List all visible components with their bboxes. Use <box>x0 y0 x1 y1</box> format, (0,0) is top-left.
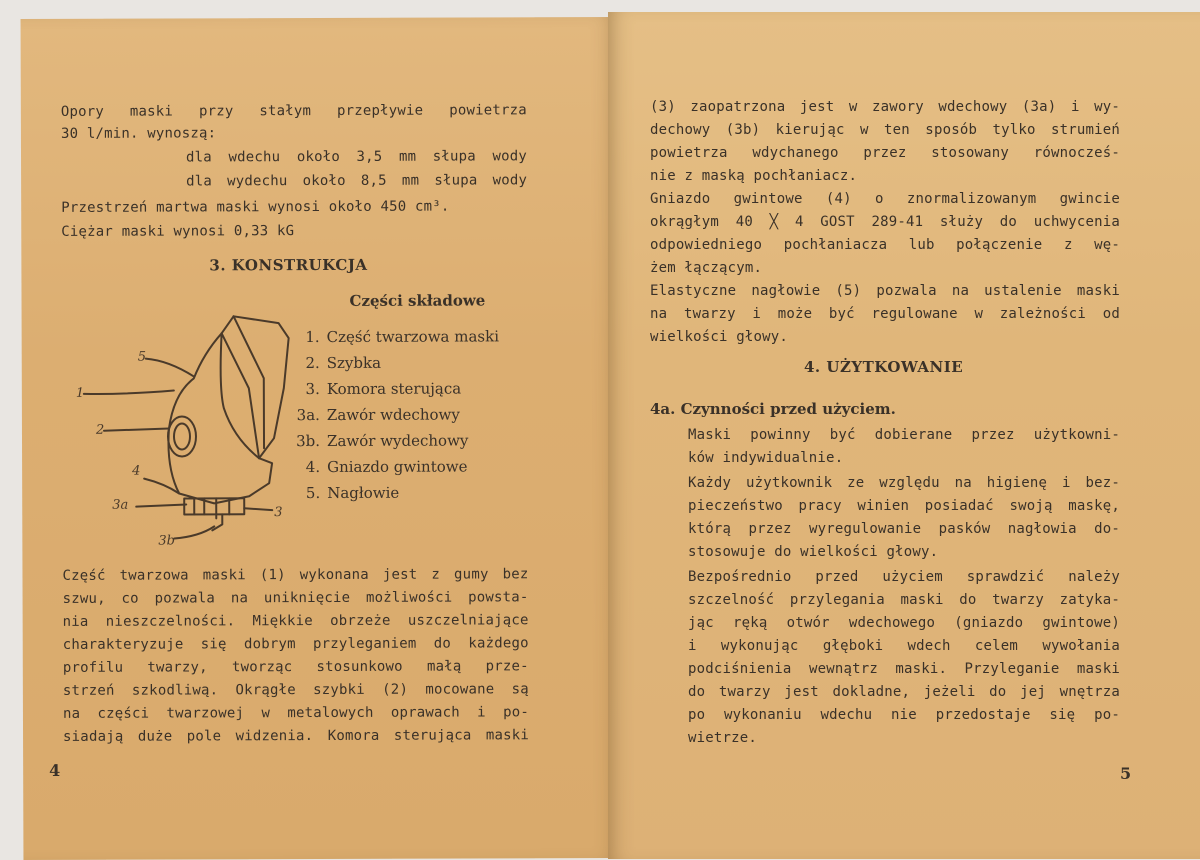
body-line: Każdy użytkownik ze względu na higienę i bez- <box>688 475 1120 491</box>
body-line: okrągłym 40 ╳ 4 GOST 289-41 służy do uchwycenia <box>650 214 1120 230</box>
intro-line: 30 l/min. wynoszą: <box>60 125 217 142</box>
section-title: 3. KONSTRUKCJA <box>209 255 368 275</box>
body-line: dechowy (3b) kierując w ten sposób tylko strumień <box>650 122 1120 138</box>
body-line: Gniazdo gwintowe (4) o znormalizowanym gwincie <box>650 191 1120 207</box>
body-line: siadają duże pole widzenia. Komora sterująca maski <box>63 727 530 745</box>
headstrap-strap <box>234 316 264 448</box>
body-line: na części twarzowej w metalowych oprawach i po- <box>62 704 529 722</box>
figure-label: 4 <box>132 463 141 479</box>
parts-list-item: 3b. Zawór wydechowy <box>296 431 469 451</box>
body-line: strzeń szkodliwą. Okrągłe szybki (2) mocowane są <box>62 681 529 699</box>
parts-list-item: 3. Komora sterująca <box>305 379 462 399</box>
leader-line <box>174 526 214 538</box>
leader-line <box>104 429 169 431</box>
body-line: (3) zaopatrzona jest w zawory wdechowy (3a) i wy- <box>650 99 1120 115</box>
body-line: podciśnienia wewnątrz maski. Przyleganie maski <box>688 661 1120 677</box>
page-number: 4 <box>49 760 61 780</box>
left-page <box>21 17 622 860</box>
figure-label: 3 <box>274 505 283 521</box>
body-line: wielkości głowy. <box>650 329 789 345</box>
figure-label: 3a <box>112 497 129 513</box>
intro-line: dla wydechu około 8,5 mm słupa wody <box>186 172 528 190</box>
body-line: do twarzy jest dokladne, jeżeli do jej wnętrza <box>688 684 1120 700</box>
leader-line <box>136 504 186 506</box>
body-line: po wykonaniu wdechu nie przedostaje się po- <box>688 707 1120 723</box>
facepiece-outline <box>168 333 272 503</box>
page-number: 5 <box>1120 764 1132 783</box>
body-line: Elastyczne nagłowie (5) pozwala na ustalenie maski <box>650 283 1120 299</box>
body-line: pieczeństwo pracy winien posiadać swoją maskę, <box>688 498 1120 514</box>
body-line: Część twarzowa maski (1) wykonana jest z gumy bez <box>62 566 529 584</box>
right-page <box>608 12 1200 859</box>
subsection-title: 4a. Czynności przed użyciem. <box>650 400 896 418</box>
figure-label: 2 <box>95 422 105 438</box>
body-line: Bezpośrednio przed użyciem sprawdzić należy <box>688 569 1120 585</box>
section-title: 4. UŻYTKOWANIE <box>804 358 964 376</box>
body-line: jąc ręką otwór wdechowego (gniazdo gwintowe) <box>688 615 1120 631</box>
parts-list-item: 2. Szybka <box>305 353 382 373</box>
intro-line: dla wdechu około 3,5 mm słupa wody <box>185 148 528 166</box>
parts-list-item: 4. Gniazdo gwintowe <box>305 457 468 477</box>
intro-line: Ciężar maski wynosi 0,33 kG <box>61 223 295 240</box>
leader-line <box>146 358 194 376</box>
body-line: powietrza wdychanego przez stosowany równocześ- <box>650 145 1120 161</box>
body-line: na twarzy i może być regulowane w zależności od <box>650 306 1120 322</box>
leader-line <box>84 391 174 395</box>
body-line: ków indywidualnie. <box>688 450 844 466</box>
body-line: nia nieszczelności. Miękkie obrzeże uszczelniające <box>62 612 529 630</box>
body-line: którą przez wyregulowanie pasków nagłowia do- <box>688 521 1120 537</box>
body-line: profilu twarzy, tworząc stosunkowo małą prze- <box>62 658 529 676</box>
body-line: żem łączącym. <box>650 260 763 276</box>
exhale-valve <box>212 514 222 530</box>
parts-list-item: 3a. Zawór wdechowy <box>296 405 460 425</box>
body-line: szczelność przylegania maski do twarzy zatyka- <box>688 592 1120 608</box>
figure-label: 1 <box>75 385 85 401</box>
eyepiece-inner <box>174 423 190 449</box>
intro-line: Opory maski przy stałym przepływie powietrza <box>60 102 527 120</box>
body-line: i wykonując głęboki wdech celem wywołania <box>688 638 1120 654</box>
body-line: nie z maską pochłaniacz. <box>650 168 858 184</box>
parts-list-item: 5. Nagłowie <box>305 483 400 503</box>
figure-label: 5 <box>137 349 147 365</box>
body-line: Maski powinny być dobierane przez użytkowni- <box>688 427 1120 443</box>
gas-mask-diagram <box>74 298 295 549</box>
parts-list-item: 1. Część twarzowa maski <box>305 327 500 347</box>
eyepiece <box>168 416 196 456</box>
body-line: odpowiedniego pochłaniacza lub połączenie z wę- <box>650 237 1120 253</box>
intro-line: Przestrzeń martwa maski wynosi około 450 cm³. <box>61 198 450 216</box>
body-line: stosowuje do wielkości głowy. <box>688 544 939 560</box>
figure-label: 3b <box>158 533 175 549</box>
body-line: charakteryzuje się dobrym przyleganiem do każdego <box>62 635 529 653</box>
body-line: wietrze. <box>688 730 758 746</box>
leader-line <box>244 508 272 510</box>
parts-title: Części składowe <box>349 291 486 310</box>
body-line: szwu, co pozwala na uniknięcie możliwości powsta- <box>62 589 529 607</box>
